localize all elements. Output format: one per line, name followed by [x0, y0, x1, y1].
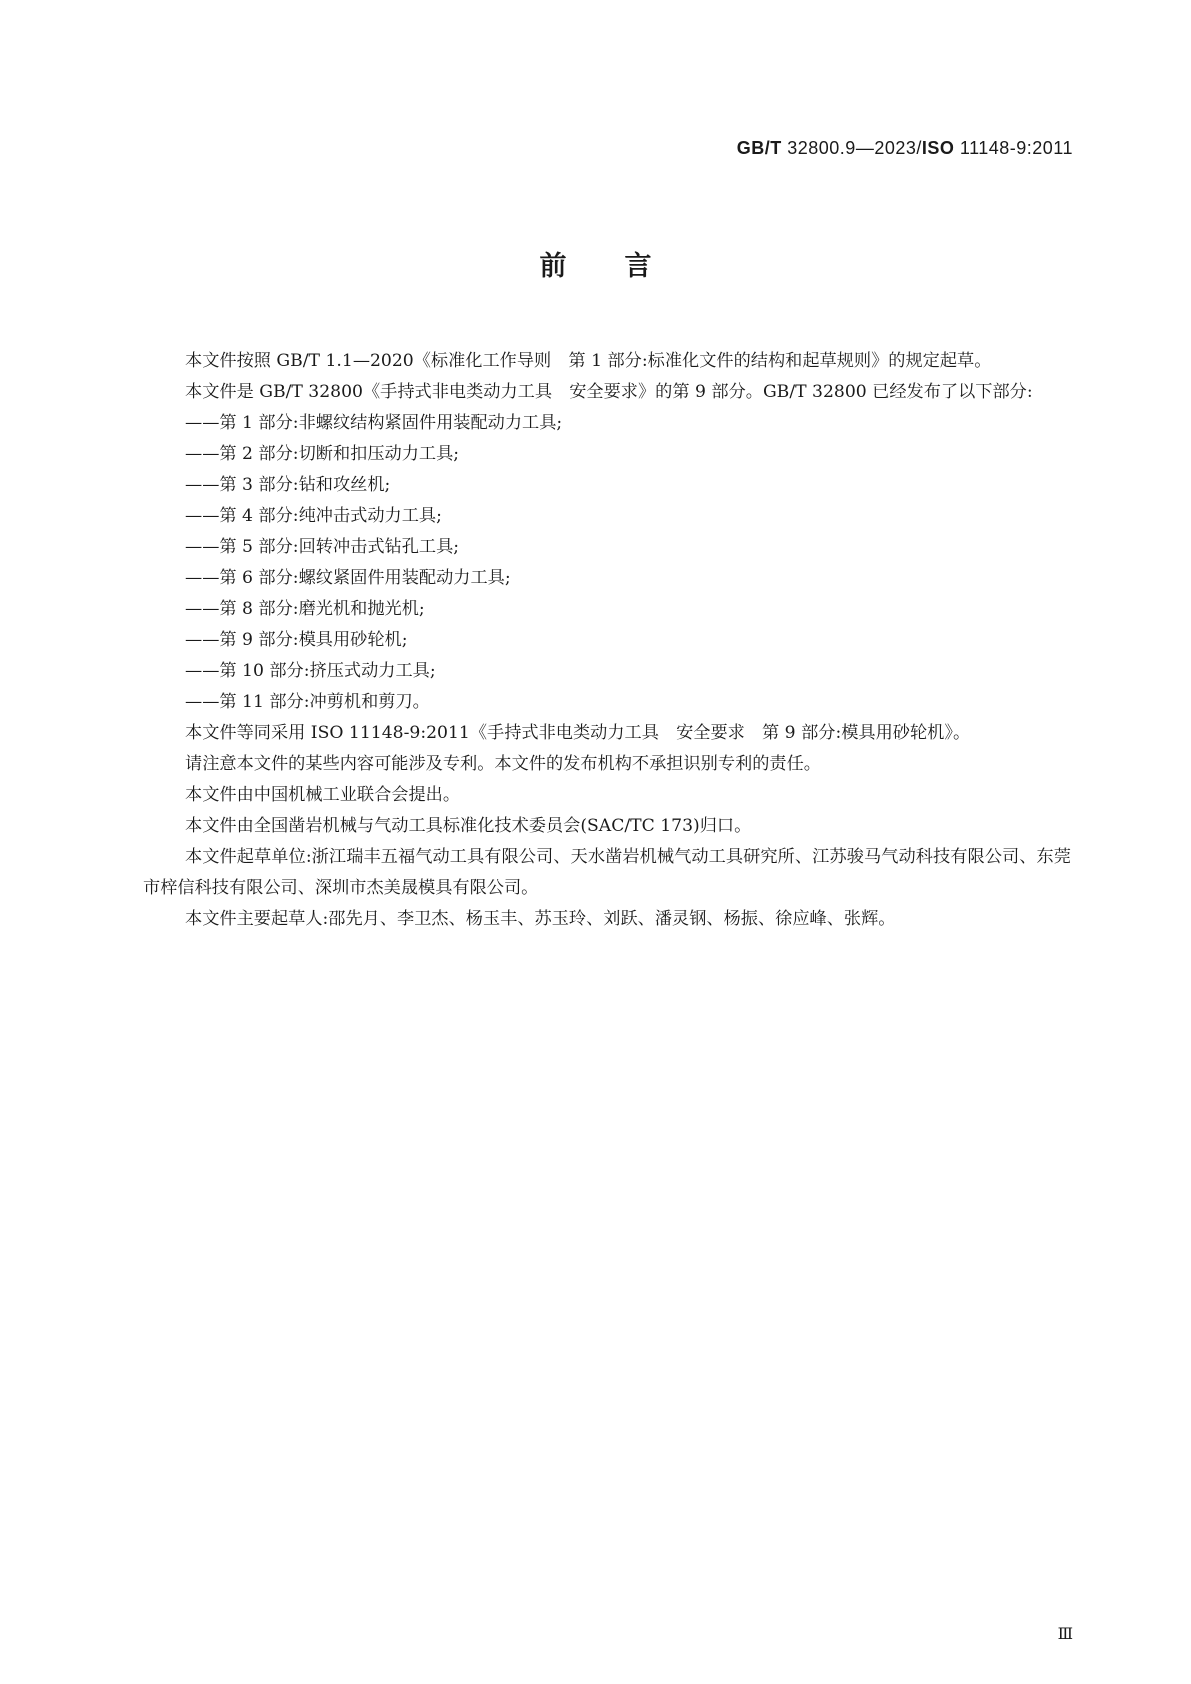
- standard-code-iso-number: 11148-9:2011: [954, 138, 1073, 158]
- paragraph-drafters: 本文件主要起草人:邵先月、李卫杰、杨玉丰、苏玉玲、刘跃、潘灵钢、杨振、徐应峰、张辉。: [185, 909, 896, 929]
- paragraph-technical-committee: 本文件由全国凿岩机械与气动工具标准化技术委员会(SAC/TC 173)归口。: [185, 816, 752, 836]
- list-item: ——第 8 部分:磨光机和抛光机;: [185, 599, 425, 619]
- standard-code-iso: ISO: [921, 138, 955, 158]
- foreword-body: [143, 346, 1071, 935]
- list-item: ——第 1 部分:非螺纹结构紧固件用装配动力工具;: [185, 413, 563, 433]
- page-number: Ⅲ: [1057, 1624, 1073, 1643]
- list-item: ——第 2 部分:切断和扣压动力工具;: [185, 444, 460, 464]
- paragraph-drafting-units: 本文件起草单位:浙江瑞丰五福气动工具有限公司、天水凿岩机械气动工具研究所、江苏骏马气动科技有限公司、东莞市梓信科技有限公司、深圳市杰美晟模具有限公司。: [143, 847, 1071, 898]
- paragraph-drafting-rules: 本文件按照 GB/T 1.1—2020《标准化工作导则 第 1 部分:标准化文件的结构和起草规则》的规定起草。: [185, 351, 992, 371]
- list-item: ——第 10 部分:挤压式动力工具;: [185, 661, 436, 681]
- paragraph-proposer: 本文件由中国机械工业联合会提出。: [185, 785, 461, 805]
- list-item: ——第 11 部分:冲剪机和剪刀。: [185, 692, 430, 712]
- list-item: ——第 5 部分:回转冲击式钻孔工具;: [185, 537, 460, 557]
- paragraph-iso-adoption: 本文件等同采用 ISO 11148-9:2011《手持式非电类动力工具 安全要求 第 9 部分:模具用砂轮机》。: [185, 723, 971, 743]
- paragraph-series-intro: 本文件是 GB/T 32800《手持式非电类动力工具 安全要求》的第 9 部分。GB/T 32800 已经发布了以下部分:: [185, 382, 1033, 402]
- list-item: ——第 9 部分:模具用砂轮机;: [185, 630, 408, 650]
- standard-code: [737, 138, 1073, 159]
- standard-code-number: 32800.9—2023/: [781, 138, 922, 158]
- standard-code-prefix: GB/T: [736, 138, 782, 158]
- list-item: ——第 4 部分:纯冲击式动力工具;: [185, 506, 442, 526]
- list-item: ——第 6 部分:螺纹紧固件用装配动力工具;: [185, 568, 511, 588]
- page-title: 前言: [539, 251, 710, 282]
- list-item: ——第 3 部分:钻和攻丝机;: [185, 475, 391, 495]
- paragraph-patent-notice: 请注意本文件的某些内容可能涉及专利。本文件的发布机构不承担识别专利的责任。: [185, 754, 821, 774]
